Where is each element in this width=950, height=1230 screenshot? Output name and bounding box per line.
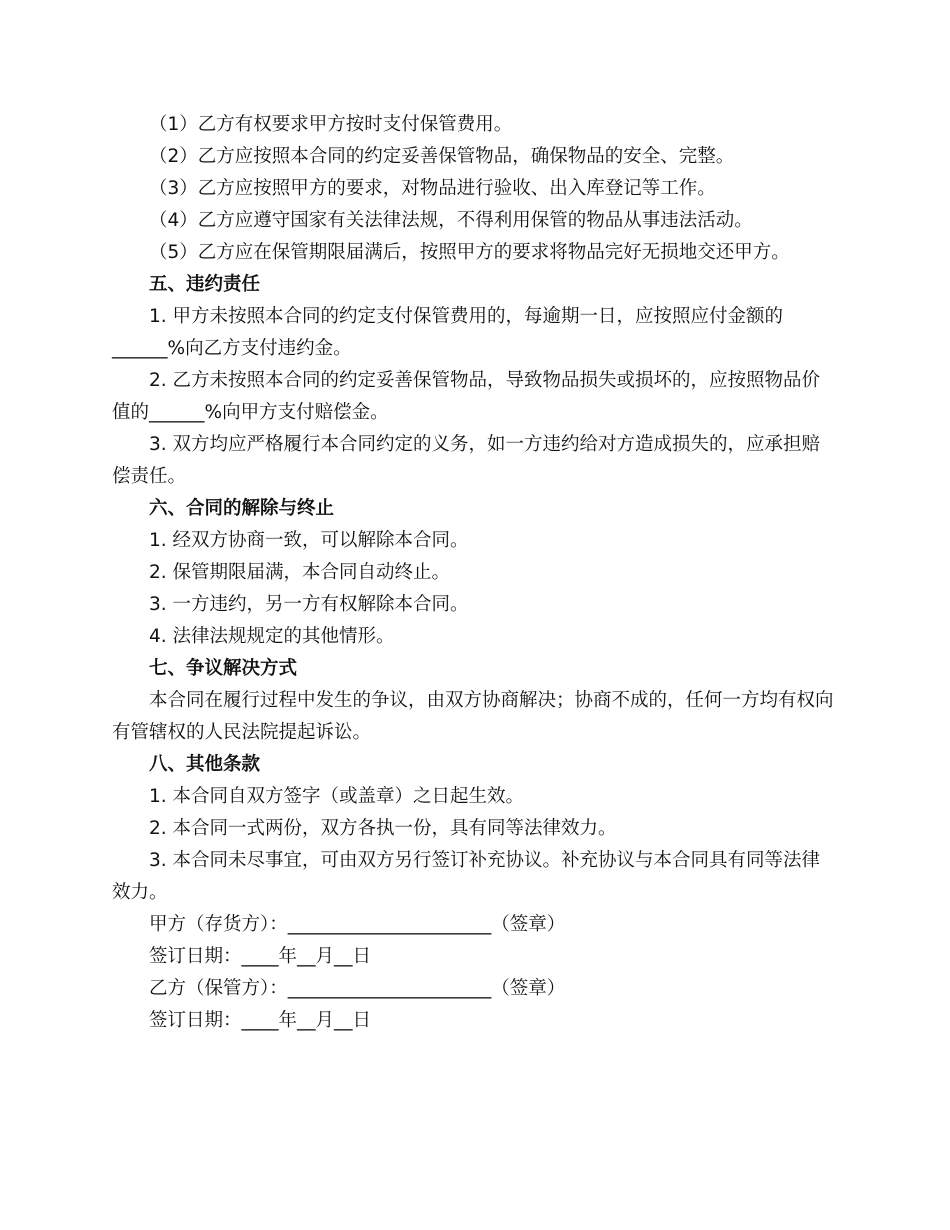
clause-line: 1. 经双方协商一致，可以解除本合同。	[149, 530, 469, 551]
clause-line: 4. 法律法规规定的其他情形。	[149, 626, 395, 647]
clause-line: 3. 一方违约，另一方有权解除本合同。	[149, 594, 469, 615]
clause-line: 乙方（保管方）：______________________（签章）	[149, 978, 566, 999]
clause-line: （4）乙方应遵守国家有关法律法规，不得利用保管的物品从事违法活动。	[149, 210, 753, 231]
document-body	[112, 109, 840, 1037]
clause-line: 1. 本合同自双方签字（或盖章）之日起生效。	[149, 786, 525, 807]
text-line-continuation: ______%向乙方支付违约金。	[112, 338, 352, 359]
clause-line: 签订日期：____年__月__日	[149, 1010, 372, 1031]
clause-line: 签订日期：____年__月__日	[149, 946, 372, 967]
section-heading: 六、合同的解除与终止	[149, 498, 335, 519]
clause-line: （3）乙方应按照甲方的要求，对物品进行验收、出入库登记等工作。	[149, 178, 716, 199]
section-heading: 八、其他条款	[149, 754, 261, 775]
text-line-continuation: 有管辖权的人民法院提起诉讼。	[112, 722, 372, 743]
section-heading: 七、争议解决方式	[149, 658, 298, 679]
clause-line: 2. 乙方未按照本合同的约定妥善保管物品，导致物品损失或损坏的，应按照物品价	[149, 370, 821, 391]
clause-line: （5）乙方应在保管期限届满后，按照甲方的要求将物品完好无损地交还甲方。	[149, 242, 790, 263]
clause-line: 3. 双方均应严格履行本合同约定的义务，如一方违约给对方造成损失的，应承担赔	[149, 434, 821, 455]
text-line-continuation: 效力。	[112, 882, 168, 903]
text-line-continuation: 偿责任。	[112, 466, 187, 487]
clause-line: 1. 甲方未按照本合同的约定支付保管费用的，每逾期一日，应按照应付金额的	[149, 306, 784, 327]
text-line-continuation: 值的______%向甲方支付赔偿金。	[112, 402, 389, 423]
clause-line: 3. 本合同未尽事宜，可由双方另行签订补充协议。补充协议与本合同具有同等法律	[149, 850, 821, 871]
clause-line: 甲方（存货方）：______________________（签章）	[149, 914, 566, 935]
clause-line: 本合同在履行过程中发生的争议，由双方协商解决；协商不成的，任何一方均有权向	[149, 690, 834, 711]
clause-line: 2. 本合同一式两份，双方各执一份，具有同等法律效力。	[149, 818, 617, 839]
clause-line: （1）乙方有权要求甲方按时支付保管费用。	[149, 114, 513, 135]
section-heading: 五、违约责任	[149, 274, 261, 295]
clause-line: （2）乙方应按照本合同的约定妥善保管物品，确保物品的安全、完整。	[149, 146, 735, 167]
clause-line: 2. 保管期限届满，本合同自动终止。	[149, 562, 451, 583]
